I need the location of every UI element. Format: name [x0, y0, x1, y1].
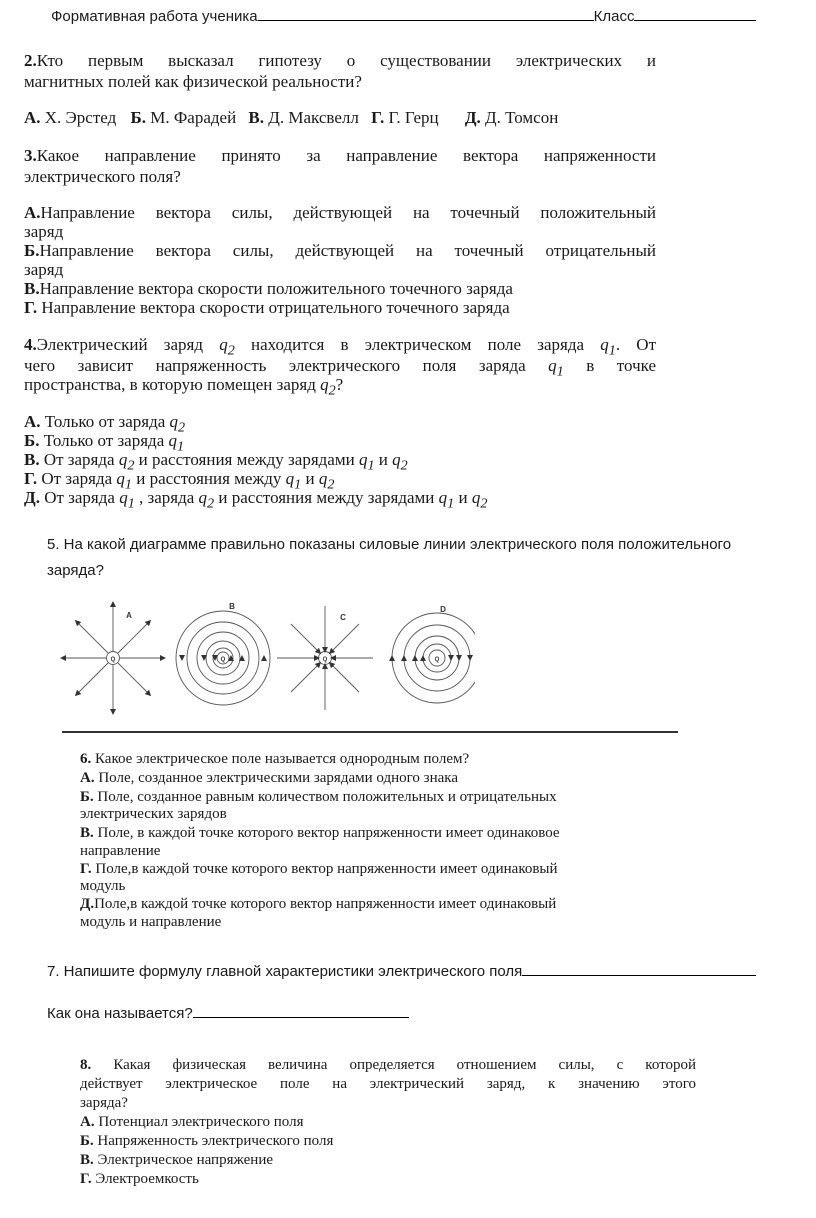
q5-text-line1: 5. На какой диаграмме правильно показаны силовые линии электрического поля положительного	[47, 536, 732, 553]
student-name-field[interactable]	[258, 6, 594, 21]
q3-option-b[interactable]: Б.Направление вектора силы, действующей на точечный отрицательный	[24, 241, 656, 260]
q8-option-c[interactable]: В. Электрическое напряжение	[80, 1152, 274, 1168]
q8-text-line3: заряда?	[80, 1095, 128, 1111]
q2-option-d[interactable]: Г. Г. Герц	[371, 108, 439, 127]
charge-c: Q	[322, 657, 328, 663]
q3-option-c[interactable]: В.Направление вектора скорости положительного точечного заряда	[24, 279, 513, 298]
q2-option-b[interactable]: Б. М. Фарадей	[130, 108, 237, 127]
q3-option-a-cont: заряд	[24, 222, 64, 241]
q2-option-e[interactable]: Д. Д. Томсон	[464, 108, 559, 127]
q5-text-line2: заряда?	[47, 562, 104, 579]
q8-option-d[interactable]: Г. Электроемкость	[80, 1171, 199, 1187]
charge-d: Q	[434, 657, 440, 663]
label-b: B	[229, 602, 235, 611]
q3-text-line2: электрического поля?	[24, 167, 181, 186]
q6-option-b[interactable]: Б. Поле, созданное равным количеством положительных и отрицательных	[80, 789, 557, 805]
q6-option-b-cont: электрических зарядов	[80, 806, 227, 822]
label-a: A	[126, 611, 132, 620]
label-d: D	[440, 605, 446, 614]
field-lines-diagram	[55, 598, 475, 718]
student-label: Формативная работа ученика	[51, 8, 258, 25]
q2-text-line2: магнитных полей как физической реальности?	[24, 72, 362, 91]
q6-option-c[interactable]: В. Поле, в каждой точке которого вектор напряженности имеет одинаковое	[80, 825, 560, 841]
class-label: Класс	[593, 8, 635, 25]
q3-option-a[interactable]: А.Направление вектора силы, действующей на точечный положительный	[24, 203, 656, 222]
label-c: C	[340, 613, 346, 622]
q6-option-e[interactable]: Д.Поле,в каждой точке которого вектор напряженности имеет одинаковый	[80, 896, 557, 912]
q4-option-e[interactable]: Д. От заряда $q_1$ , заряда $q_2$ и расстояния между зарядами $q_1$ и $q_2$	[24, 488, 488, 512]
charge-a: Q	[110, 657, 116, 663]
q6-option-d-cont: модуль	[80, 878, 126, 894]
q4-text-line2: чего зависит напряженность электрического поля заряда $q_1$ в точке	[24, 356, 656, 380]
q3-option-d[interactable]: Г. Направление вектора скорости отрицательного точечного заряда	[24, 298, 510, 317]
q4-option-b[interactable]: Б. Только от заряда $q_1$	[24, 431, 185, 455]
q6-title: 6. Какое электрическое поле называется однородным полем?	[80, 751, 470, 767]
q2-text-line1: 2.Кто первым высказал гипотезу о существовании электрических и	[24, 51, 656, 70]
worksheet-header	[51, 6, 756, 25]
q8-text-line1: 8. Какая физическая величина определяется отношением силы, с которой	[80, 1057, 697, 1073]
q8-option-a[interactable]: А. Потенциал электрического поля	[80, 1114, 304, 1130]
name-answer-field[interactable]	[193, 1003, 409, 1018]
q6-option-e-cont: модуль и направление	[80, 914, 222, 930]
q7-line1: 7. Напишите формулу главной характеристики электрического поля	[47, 961, 756, 980]
q2-option-a[interactable]: А. Х. Эрстед	[24, 108, 117, 127]
q3-option-b-cont: заряд	[24, 260, 64, 279]
q6-option-d[interactable]: Г. Поле,в каждой точке которого вектор напряженности имеет одинаковый	[80, 861, 558, 877]
q4-option-c[interactable]: В. От заряда $q_2$ и расстояния между зарядами $q_1$ и $q_2$	[24, 450, 408, 474]
q3-text-line1: 3.Какое направление принято за направление вектора напряженности	[24, 146, 656, 165]
q4-text-line1: 4.Электрический заряд $q_2$ находится в электрическом поле заряда $q_1$. От	[24, 335, 656, 359]
q4-text-line3: пространства, в которую помещен заряд $q_2$?	[24, 375, 344, 399]
q8-option-b[interactable]: Б. Напряженность электрического поля	[80, 1133, 334, 1149]
q8-text-line2: действует электрическое поле на электрический заряд, к значению этого	[80, 1076, 696, 1092]
charge-b: Q	[220, 657, 226, 663]
q4-option-d[interactable]: Г. От заряда $q_1$ и расстояния между $q_1$ и $q_2$	[24, 469, 335, 493]
q7-line2: Как она называется?	[47, 1003, 409, 1022]
q6-option-a[interactable]: А. Поле, созданное электрическими зарядами одного знака	[80, 770, 458, 786]
formula-answer-field[interactable]	[522, 961, 756, 976]
q4-option-a[interactable]: А. Только от заряда $q_2$	[24, 412, 186, 436]
q6-option-c-cont: направление	[80, 843, 161, 859]
divider	[62, 731, 678, 733]
q2-options	[24, 107, 558, 128]
class-field[interactable]	[634, 6, 756, 21]
q2-option-c[interactable]: В. Д. Максвелл	[248, 108, 359, 127]
